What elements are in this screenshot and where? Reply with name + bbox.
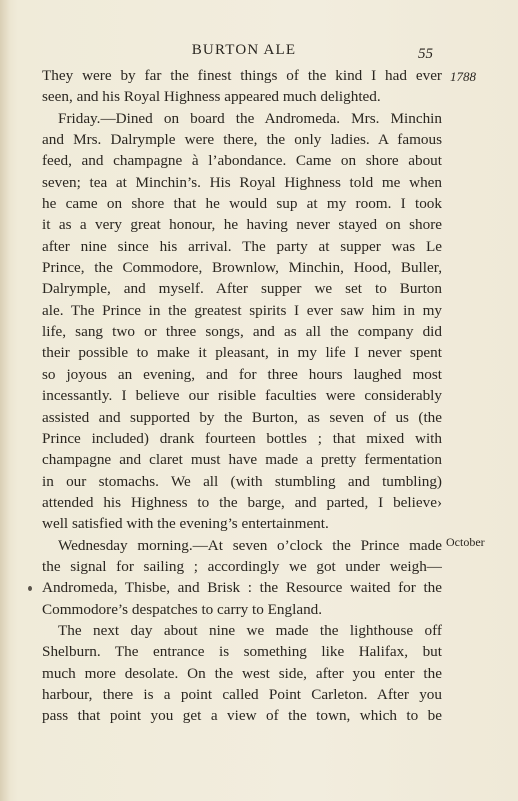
- text-line: Dalrymple, and myself. After supper we set to Burton: [42, 280, 442, 298]
- text-line: their possible to make it pleasant, in my life I never spent: [42, 344, 442, 362]
- text-line: the signal for sailing ; accordingly we got under weigh—: [42, 557, 442, 575]
- text-line: in our stomachs. We all (with stumbling and tumbling): [42, 472, 442, 490]
- text-line: seven; tea at Minchin’s. His Royal Highness told me when: [42, 173, 442, 191]
- body-text: [42, 65, 442, 727]
- text-line: champagne and claret must have made a pretty fermentation: [42, 451, 442, 469]
- text-line: he came on shore that he would sup at my room. I took: [42, 195, 442, 213]
- page-number: 55: [418, 46, 433, 62]
- text-line: well satisfied with the evening’s entertainment.: [42, 515, 329, 533]
- text-line: Wednesday morning.—At seven o’clock the Prince made: [58, 536, 442, 554]
- text-line: assisted and supported by the Burton, as seven of us (the: [42, 408, 442, 426]
- text-line: Commodore’s despatches to carry to England.: [42, 600, 323, 618]
- text-line: incessantly. I believe our risible faculties were considerably: [42, 387, 442, 405]
- text-line: Prince, the Commodore, Brownlow, Minchin, Hood, Buller,: [42, 259, 442, 277]
- text-line: ale. The Prince in the greatest spirits I ever saw him in my: [42, 301, 442, 319]
- text-line: Friday.—Dined on board the Andromeda. Mrs. Minchin: [58, 109, 442, 127]
- text-line: harbour, there is a point called Point Carleton. After you: [42, 685, 442, 703]
- text-line: after nine since his arrival. The party at supper was Le: [42, 237, 442, 255]
- text-line: pass that point you get a view of the town, which to be: [42, 707, 442, 725]
- text-line: seen, and his Royal Highness appeared much delighted.: [42, 88, 381, 106]
- text-line: much more desolate. On the west side, after you enter the: [42, 664, 442, 682]
- text-line: feed, and champagne à l’abondance. Came on shore about: [42, 152, 442, 170]
- text-line: and Mrs. Dalrymple were there, the only ladies. A famous: [42, 131, 442, 149]
- running-header: BURTON ALE: [191, 42, 297, 58]
- text-line: Andromeda, Thisbe, and Brisk : the Resource waited for the: [42, 579, 442, 597]
- margin-note-month: October: [446, 535, 485, 549]
- text-line: They were by far the finest things of the kind I had ever: [42, 67, 442, 84]
- text-line: it as a very great honour, he having never stayed on shore: [42, 216, 442, 234]
- text-line: The next day about nine we made the lighthouse off: [58, 621, 442, 639]
- text-line: Shelburn. The entrance is something like Halifax, but: [42, 643, 442, 661]
- ink-speck: [28, 586, 32, 591]
- text-line: attended his Highness to the barge, and parted, I believe›: [42, 493, 442, 511]
- binding-edge: [0, 0, 10, 801]
- text-line: so joyous an evening, and for three hours laughed most: [42, 365, 442, 383]
- text-line: life, sang two or three songs, and as all the company did: [42, 323, 442, 341]
- margin-note-year: 1788: [450, 69, 476, 84]
- text-line: Prince included) drank fourteen bottles ; that mixed with: [42, 429, 442, 447]
